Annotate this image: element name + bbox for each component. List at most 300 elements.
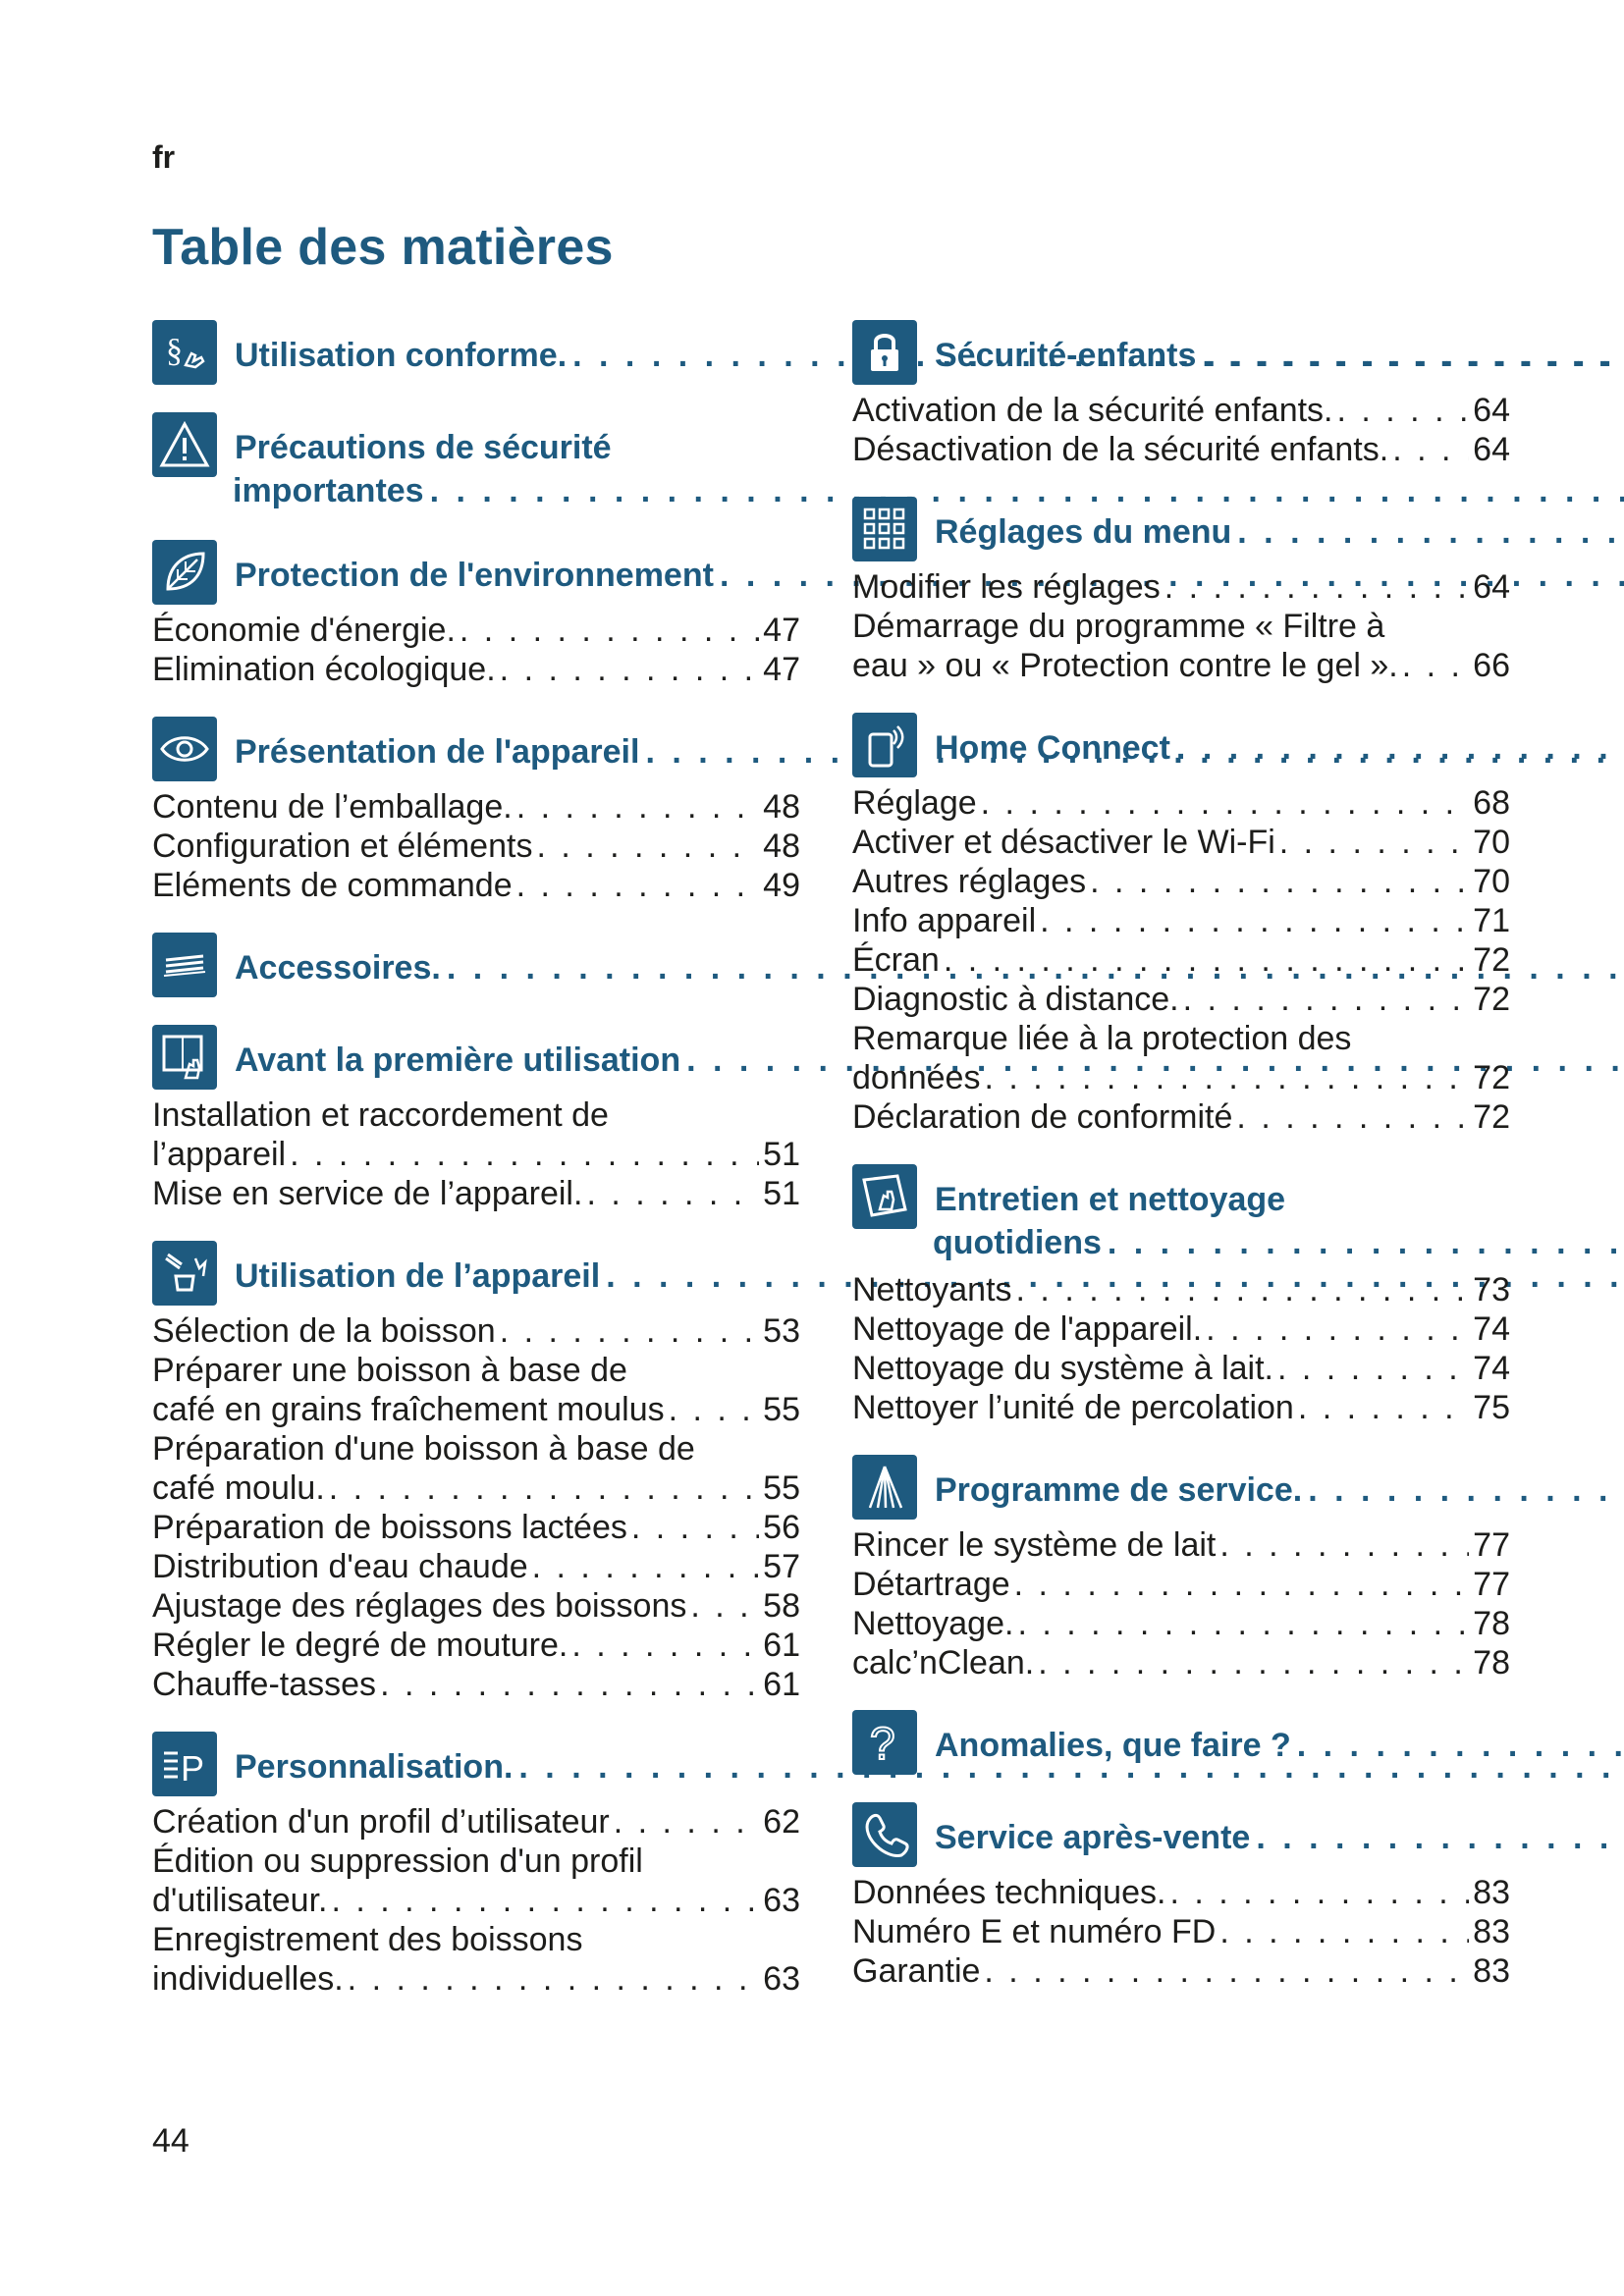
manual-hand-icon — [152, 1025, 217, 1090]
leader-dots — [1183, 980, 1470, 1019]
toc-entry[interactable] — [152, 1626, 800, 1665]
toc-entry-text: Contenu de l’emballage. — [152, 788, 513, 826]
toc-entry-text: Modifier les réglages — [852, 568, 1161, 606]
toc-section-personnalisation — [152, 1732, 800, 1999]
leader-dots — [329, 1468, 759, 1508]
leader-dots — [1237, 510, 1624, 554]
leader-dots — [669, 1390, 760, 1429]
toc-section-heading[interactable] — [852, 1710, 1510, 1775]
toc-entry[interactable] — [852, 1643, 1510, 1682]
toc-entry-text: Sélection de la boisson — [152, 1312, 496, 1350]
toc-entry-text: Préparation de boissons lactées — [152, 1509, 627, 1546]
toc-page-number: 73 — [1473, 1271, 1510, 1308]
toc-entry-text: Info appareil — [852, 902, 1037, 939]
telephone-icon — [852, 1802, 917, 1867]
toc-section-title-text: importantes — [233, 472, 424, 509]
toc-entry[interactable] — [152, 1311, 800, 1351]
leader-dots — [500, 650, 760, 689]
toc-entry-text: Préparer une boisson à base de — [152, 1352, 627, 1389]
toc-section-accessoires — [152, 933, 800, 997]
page-number: 44 — [152, 2122, 189, 2160]
toc-page-number: 71 — [1473, 902, 1510, 939]
toc-section-title-text: Entretien et nettoyage — [935, 1181, 1286, 1218]
toc-entry[interactable] — [152, 1547, 800, 1586]
toc-entry-text: Création d'un profil d’utilisateur — [152, 1803, 610, 1841]
toc-entry-line — [852, 901, 1510, 940]
toc-page-number: 70 — [1473, 824, 1510, 861]
toc-entry-list — [852, 1873, 1510, 1991]
toc-entry-text: Données techniques. — [852, 1874, 1166, 1911]
toc-section-title-line — [935, 726, 1624, 770]
toc-section-title-text: Utilisation de l’appareil — [235, 1257, 601, 1295]
toc-section-title — [935, 1164, 1624, 1264]
toc-section-title-text: Avant la première utilisation — [235, 1041, 681, 1079]
toc-entry[interactable] — [852, 1565, 1510, 1604]
leader-dots — [536, 827, 759, 866]
padlock-icon — [852, 320, 917, 385]
toc-section-anomalies-que-faire — [852, 1710, 1510, 1775]
toc-entry-line — [852, 646, 1510, 685]
toc-page-number: 72 — [1473, 981, 1510, 1018]
toc-entry-line — [152, 1586, 800, 1626]
toc-entry-line — [852, 391, 1510, 430]
toc-page-number: 74 — [1473, 1310, 1510, 1348]
section-law-icon — [152, 320, 217, 385]
toc-section-heading[interactable] — [852, 1455, 1510, 1520]
toc-section-heading[interactable] — [152, 1241, 800, 1306]
toc-entry-text: Économie d'énergie. — [152, 612, 456, 649]
toc-entry[interactable] — [852, 1525, 1510, 1565]
leader-dots — [331, 1881, 759, 1920]
toc-entry-text: Écran — [852, 941, 940, 979]
toc-entry-text: café en grains fraîchement moulus — [152, 1391, 665, 1428]
toc-section-title-text: Accessoires. — [235, 949, 441, 987]
section-law-icon-graphic — [158, 326, 211, 379]
toc-section-title — [935, 1455, 1624, 1512]
toc-entry-text: Démarrage du programme « Filtre à — [852, 608, 1385, 645]
leader-dots — [1014, 1565, 1470, 1604]
leader-dots — [1017, 1604, 1469, 1643]
toc-entry[interactable] — [852, 1388, 1510, 1427]
toc-section-heading[interactable] — [852, 320, 1510, 385]
toc-page-number: 64 — [1473, 431, 1510, 468]
toc-section-title-line — [935, 1468, 1624, 1512]
toc-entry[interactable] — [152, 1842, 800, 1920]
leader-dots — [516, 866, 760, 905]
toc-entry-list — [152, 1311, 800, 1704]
leader-dots — [1402, 646, 1469, 685]
toc-section-heading[interactable] — [152, 933, 800, 997]
leader-dots — [1297, 1724, 1624, 1767]
toc-entry-line — [852, 1097, 1510, 1137]
toc-entry[interactable] — [852, 1912, 1510, 1951]
toc-entry-text: Garantie — [852, 1952, 981, 1990]
toc-entry[interactable] — [852, 940, 1510, 980]
toc-entry-text: Nettoyer l’unité de percolation — [852, 1389, 1294, 1426]
toc-entry-text: calc’nClean. — [852, 1644, 1035, 1682]
toc-section-title-line — [935, 1816, 1624, 1859]
warning-triangle-icon — [152, 412, 217, 477]
toc-entry-line — [852, 1019, 1510, 1058]
toc-entry-text: Édition ou suppression d'un profil — [152, 1842, 643, 1880]
toc-section-title — [935, 320, 1624, 377]
leader-dots — [500, 1311, 759, 1351]
toc-column-right — [852, 320, 1510, 2018]
toc-entry-list — [852, 567, 1510, 685]
leader-dots — [984, 1951, 1469, 1991]
toc-page-number: 83 — [1473, 1913, 1510, 1950]
toc-entry[interactable] — [852, 430, 1510, 469]
toc-entry[interactable] — [852, 391, 1510, 430]
toc-entry-line — [152, 650, 800, 689]
toc-section-heading[interactable] — [152, 1025, 800, 1090]
toc-entry-line — [852, 1525, 1510, 1565]
toc-section-presentation-de-l-appareil — [152, 717, 800, 905]
toc-page-number: 63 — [763, 1882, 800, 1919]
toc-page-number: 55 — [763, 1391, 800, 1428]
toc-entry[interactable] — [152, 1174, 800, 1213]
toc-entry[interactable] — [852, 1349, 1510, 1388]
toc-entry[interactable] — [152, 1508, 800, 1547]
leader-dots — [1308, 1468, 1624, 1512]
toc-page-number: 74 — [1473, 1350, 1510, 1387]
toc-entry-text: Distribution d'eau chaude — [152, 1548, 528, 1585]
leader-dots — [1164, 567, 1469, 607]
toc-entry-list — [152, 1802, 800, 1999]
manual-hand-icon-graphic — [158, 1031, 211, 1084]
toc-entry[interactable] — [852, 783, 1510, 823]
toc-entry-line — [152, 1959, 800, 1999]
toc-entry-text: Installation et raccordement de — [152, 1096, 609, 1134]
toc-entry[interactable] — [152, 650, 800, 689]
toc-section-title-text: Présentation de l'appareil — [235, 733, 640, 771]
leader-dots — [1176, 726, 1624, 770]
coffee-machine-use-icon-graphic — [158, 1247, 211, 1300]
toc-entry-list — [852, 783, 1510, 1137]
toc-entry[interactable] — [152, 827, 800, 866]
toc-section-precautions-de-securite-importantes — [152, 412, 800, 512]
toc-section-title-text: Précautions de sécurité — [235, 429, 612, 466]
toc-page-number: 49 — [763, 867, 800, 904]
toc-entry[interactable] — [152, 787, 800, 827]
toc-section-heading[interactable] — [852, 1802, 1510, 1867]
toc-column-left — [152, 320, 800, 2026]
toc-entry-line — [152, 1429, 800, 1468]
toc-entry[interactable] — [852, 901, 1510, 940]
toc-section-title — [935, 497, 1624, 554]
toc-entry[interactable] — [152, 1095, 800, 1174]
toc-entry-text: Mise en service de l’appareil. — [152, 1175, 583, 1212]
toc-entry-line — [852, 980, 1510, 1019]
toc-entry-text: Activer et désactiver le Wi-Fi — [852, 824, 1275, 861]
personalisation-p-icon — [152, 1732, 217, 1796]
toc-entry-text: données — [852, 1059, 981, 1096]
toc-entry-text: Nettoyage du système à lait. — [852, 1350, 1274, 1387]
toc-section-heading[interactable] — [852, 713, 1510, 777]
toc-page-number: 53 — [763, 1312, 800, 1350]
toc-section-utilisation-conforme — [152, 320, 800, 385]
toc-entry-line — [152, 1468, 800, 1508]
toc-entry-text: Rincer le système de lait — [852, 1526, 1217, 1564]
toc-entry[interactable] — [852, 607, 1510, 685]
toc-entry-line — [152, 1547, 800, 1586]
toc-entry-line — [852, 1309, 1510, 1349]
toc-section-title-line — [935, 510, 1624, 554]
toc-entry[interactable] — [152, 866, 800, 905]
leader-dots — [1236, 1097, 1469, 1137]
leader-dots — [380, 1665, 759, 1704]
toc-entry-line — [152, 1095, 800, 1135]
menu-grid-icon-graphic — [858, 503, 911, 556]
toc-entry-text: Nettoyants — [852, 1271, 1012, 1308]
toc-page-number: 61 — [763, 1666, 800, 1703]
toc-entry-text: Diagnostic à distance. — [852, 981, 1179, 1018]
toc-entry-text: l’appareil — [152, 1136, 287, 1173]
toc-page-number: 57 — [763, 1548, 800, 1585]
toc-entry-line — [852, 567, 1510, 607]
leader-dots — [348, 1959, 760, 1999]
toc-section-service-apres-vente — [852, 1802, 1510, 1991]
toc-entry[interactable] — [152, 1586, 800, 1626]
leader-dots — [460, 611, 759, 650]
question-mark-icon-graphic — [858, 1716, 911, 1769]
toc-entry-list — [852, 391, 1510, 469]
leader-dots — [1392, 430, 1469, 469]
toc-entry-line — [852, 1951, 1510, 1991]
toc-page-number: 77 — [1473, 1526, 1510, 1564]
eye-icon-graphic — [158, 722, 211, 775]
toc-page-number: 83 — [1473, 1952, 1510, 1990]
toc-page-number: 56 — [763, 1509, 800, 1546]
toc-entry-line — [852, 1388, 1510, 1427]
toc-page-number: 70 — [1473, 863, 1510, 900]
leader-dots — [1219, 1525, 1469, 1565]
menu-grid-icon — [852, 497, 917, 561]
leader-dots — [1219, 1912, 1469, 1951]
toc-section-avant-la-premiere-utilisation — [152, 1025, 800, 1213]
toc-entry-text: Ajustage des réglages des boissons — [152, 1587, 687, 1625]
toc-section-title-text: Protection de l'environnement — [235, 557, 714, 594]
question-mark-icon — [852, 1710, 917, 1775]
toc-section-utilisation-de-l-appareil — [152, 1241, 800, 1704]
leader-dots — [1090, 862, 1469, 901]
toc-entry-line — [152, 1508, 800, 1547]
toc-entry[interactable] — [852, 1873, 1510, 1912]
toc-section-heading[interactable] — [152, 412, 800, 512]
toc-entry[interactable] — [852, 1604, 1510, 1643]
leader-dots — [1108, 1221, 1624, 1264]
leader-dots — [984, 1058, 1469, 1097]
toc-page-number: 58 — [763, 1587, 800, 1625]
telephone-icon-graphic — [858, 1808, 911, 1861]
toc-page-number: 83 — [1473, 1874, 1510, 1911]
toc-section-heading[interactable] — [152, 1732, 800, 1796]
toc-entry[interactable] — [852, 823, 1510, 862]
toc-section-title-text: Home Connect — [935, 729, 1170, 767]
toc-entry[interactable] — [152, 1429, 800, 1508]
leader-dots — [532, 1547, 760, 1586]
toc-entry-text: café moulu. — [152, 1469, 325, 1507]
leader-dots — [1277, 1349, 1469, 1388]
leader-dots — [290, 1135, 759, 1174]
toc-section-reglages-du-menu — [852, 497, 1510, 685]
toc-entry-line — [152, 1881, 800, 1920]
toc-entry-line — [152, 1626, 800, 1665]
toc-entry[interactable] — [152, 611, 800, 650]
toc-entry-line — [852, 1873, 1510, 1912]
home-connect-icon — [852, 713, 917, 777]
leader-dots — [1040, 901, 1469, 940]
toc-page-number: 48 — [763, 788, 800, 826]
toc-entry[interactable] — [152, 1920, 800, 1999]
toc-section-title-text: Utilisation conforme. — [235, 337, 568, 374]
toc-section-title-line — [933, 1221, 1624, 1264]
toc-section-title-text: Programme de service. — [935, 1471, 1303, 1509]
leader-dots — [571, 1626, 759, 1665]
toc-entry-text: Activation de la sécurité enfants. — [852, 392, 1333, 429]
toc-entry-text: Chauffe-tasses — [152, 1666, 377, 1703]
toc-entry-line — [152, 866, 800, 905]
leader-dots — [1206, 1309, 1469, 1349]
toc-entry-line — [852, 862, 1510, 901]
toc-entry-line — [852, 1270, 1510, 1309]
toc-entry[interactable] — [852, 862, 1510, 901]
page-title: Table des matières — [152, 219, 614, 276]
leader-dots — [1298, 1388, 1469, 1427]
toc-entry-line — [152, 611, 800, 650]
cleaning-cloth-icon-graphic — [858, 1170, 911, 1223]
toc-page-number: 51 — [763, 1175, 800, 1212]
leader-dots — [1279, 823, 1469, 862]
toc-entry-line — [152, 1351, 800, 1390]
toc-entry-line — [152, 827, 800, 866]
toc-entry-text: d'utilisateur. — [152, 1882, 328, 1919]
toc-section-title — [935, 1802, 1624, 1859]
toc-entry-line — [852, 1643, 1510, 1682]
personalisation-p-icon-graphic — [158, 1737, 211, 1790]
toc-page-number: 62 — [763, 1803, 800, 1841]
toc-page-number: 72 — [1473, 941, 1510, 979]
toc-page-number: 78 — [1473, 1644, 1510, 1682]
toc-section-heading[interactable] — [852, 1164, 1510, 1264]
leader-dots — [981, 783, 1470, 823]
toc-page-number: 77 — [1473, 1566, 1510, 1603]
toc-entry-line — [852, 430, 1510, 469]
toc-entry-line — [152, 1311, 800, 1351]
toc-entry-text: Enregistrement des boissons — [152, 1921, 583, 1958]
toc-entry[interactable] — [152, 1802, 800, 1842]
toc-entry-text: Déclaration de conformité — [852, 1098, 1233, 1136]
leader-dots — [1202, 334, 1624, 377]
toc-page-number: 47 — [763, 612, 800, 649]
toc-section-heading[interactable] — [852, 497, 1510, 561]
leader-dots — [1169, 1873, 1469, 1912]
toc-section-title-line — [935, 1724, 1624, 1767]
toc-entry[interactable] — [852, 1951, 1510, 1991]
toc-section-title-text: Sécurité-enfants — [935, 337, 1197, 374]
svg-text:P: P — [181, 1748, 205, 1789]
padlock-icon-graphic — [858, 326, 911, 379]
toc-page-number: 72 — [1473, 1059, 1510, 1096]
toc-entry-line — [852, 1058, 1510, 1097]
home-connect-icon-graphic — [858, 719, 911, 772]
toc-entry[interactable] — [852, 980, 1510, 1019]
toc-entry[interactable] — [852, 1270, 1510, 1309]
toc-entry-text: Remarque liée à la protection des — [852, 1020, 1352, 1057]
leader-dots — [1016, 1270, 1470, 1309]
toc-entry-line — [152, 787, 800, 827]
toc-section-home-connect — [852, 713, 1510, 1137]
coffee-machine-use-icon — [152, 1241, 217, 1306]
toc-entry[interactable] — [152, 1351, 800, 1429]
toc-page-number: 75 — [1473, 1389, 1510, 1426]
toc-section-heading[interactable] — [152, 540, 800, 605]
toc-page-number: 64 — [1473, 392, 1510, 429]
toc-section-title-text: Anomalies, que faire ? — [935, 1727, 1291, 1764]
toc-section-programme-de-service — [852, 1455, 1510, 1682]
toc-section-heading[interactable] — [152, 320, 800, 385]
toc-entry-line — [852, 607, 1510, 646]
toc-page-number: 51 — [763, 1136, 800, 1173]
toc-entry[interactable] — [852, 1019, 1510, 1097]
toc-entry-line — [152, 1842, 800, 1881]
toc-entry-line — [852, 1349, 1510, 1388]
toc-page-number: 48 — [763, 828, 800, 865]
toc-entry-line — [152, 1665, 800, 1704]
toc-entry[interactable] — [852, 567, 1510, 607]
service-program-icon-graphic — [858, 1461, 911, 1514]
toc-entry-text: Numéro E et numéro FD — [852, 1913, 1217, 1950]
toc-entry-text: Nettoyage. — [852, 1605, 1014, 1642]
toc-entry-line — [852, 1912, 1510, 1951]
toc-entry-line — [152, 1174, 800, 1213]
service-program-icon — [852, 1455, 917, 1520]
toc-entry-line — [152, 1802, 800, 1842]
toc-entry-line — [852, 940, 1510, 980]
toc-entry-text: eau » ou « Protection contre le gel ». — [852, 647, 1398, 684]
toc-entry-line — [152, 1390, 800, 1429]
eye-icon — [152, 717, 217, 781]
toc-section-title-text: Service après-vente — [935, 1819, 1251, 1856]
toc-entry-list — [152, 611, 800, 689]
toc-section-title-text: Personnalisation. — [235, 1748, 514, 1786]
leader-dots — [1337, 391, 1470, 430]
toc-entry[interactable] — [152, 1665, 800, 1704]
toc-page-number: 64 — [1473, 568, 1510, 606]
toc-entry-list — [152, 1095, 800, 1213]
toc-page-number: 55 — [763, 1469, 800, 1507]
toc-entry-line — [852, 783, 1510, 823]
leader-dots — [1256, 1816, 1624, 1859]
toc-page-number: 78 — [1473, 1605, 1510, 1642]
toc-entry[interactable] — [852, 1309, 1510, 1349]
accessories-icon — [152, 933, 217, 997]
leader-dots — [944, 940, 1469, 980]
toc-page-number: 66 — [1473, 647, 1510, 684]
toc-section-protection-de-l-environnement — [152, 540, 800, 689]
toc-section-entretien-et-nettoyage-quotidiens — [852, 1164, 1510, 1427]
toc-entry[interactable] — [852, 1097, 1510, 1137]
toc-page-number: 63 — [763, 1960, 800, 1998]
toc-section-title-text: quotidiens — [933, 1224, 1102, 1261]
toc-entry-line — [852, 1565, 1510, 1604]
toc-entry-line — [852, 823, 1510, 862]
accessories-icon-graphic — [158, 938, 211, 991]
toc-entry-text: Désactivation de la sécurité enfants. — [852, 431, 1389, 468]
toc-entry-line — [152, 1135, 800, 1174]
toc-section-heading[interactable] — [152, 717, 800, 781]
toc-page-number: 68 — [1473, 784, 1510, 822]
